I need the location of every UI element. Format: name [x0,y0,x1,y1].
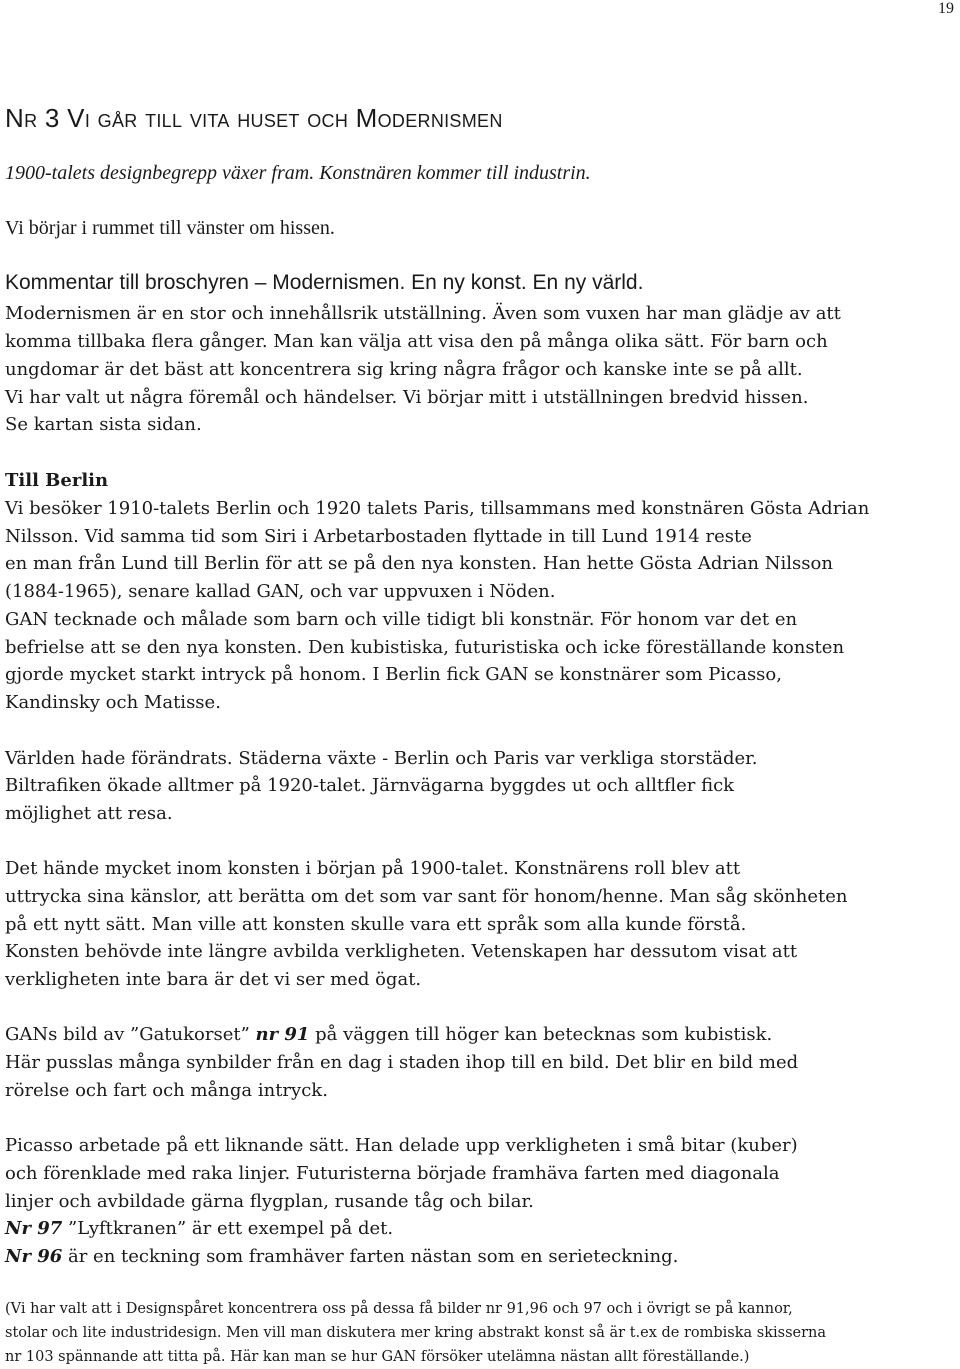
text-line: Vi har valt ut några föremål och händelser. Vi börjar mitt i utställningen bredvid hissen. [5,387,809,408]
text-line: Biltrafiken ökade alltmer på 1920-talet. Järnvägarna byggdes ut och alltfler fick [5,775,735,796]
text-line: Det hände mycket inom konsten i början på 1900-talet. Konstnärens roll blev att [5,858,741,879]
subtitle: 1900-talets designbegrepp växer fram. Konstnären kommer till industrin. [5,162,591,184]
text-line: Modernismen är en stor och innehållsrik utställning. Även som vuxen har man glädje av att [5,303,841,324]
text-line: rörelse och fart och många intryck. [5,1080,328,1101]
text-span: ”Lyftkranen” är ett exempel på det. [62,1218,394,1239]
comment-heading: Kommentar till broschyren – Modernismen. En ny konst. En ny värld. [5,271,644,294]
section-heading-berlin: Till Berlin [5,470,109,491]
artwork-ref-96: Nr 96 [5,1246,63,1267]
text-line: en man från Lund till Berlin för att se på den nya konsten. Han hette Gösta Adrian Nilsson [5,553,833,574]
text-line [5,1243,678,1271]
text-line: Nilsson. Vid samma tid som Siri i Arbetarbostaden flyttade in till Lund 1914 reste [5,526,752,547]
text-line: på ett nytt sätt. Man ville att konsten skulle vara ett språk som alla kunde förstå. [5,914,747,935]
text-line: befrielse att se den nya konsten. Den kubistiska, futuristiska och icke föreställande konsten [5,637,845,658]
text-line: Världen hade förändrats. Städerna växte - Berlin och Paris var verkliga storstäder. [5,748,758,769]
note-line: nr 103 spännande att titta på. Här kan man se hur GAN försöker utelämna nästan allt föreställande.) [5,1349,750,1365]
text-line: uttrycka sina känslor, att berätta om det som var sant för honom/henne. Man såg skönheten [5,886,848,907]
text-line: Vi besöker 1910-talets Berlin och 1920 talets Paris, tillsammans med konstnären Gösta Adrian [5,498,870,519]
note-line: (Vi har valt att i Designspåret koncentrera oss på dessa få bilder nr 91,96 och 97 och i övrigt se på kannor, [5,1301,793,1317]
page-title: Nr 3 Vi går till vita huset och Modernismen [5,103,503,133]
text-line: komma tillbaka flera gånger. Man kan välja att visa den på många olika sätt. För barn och [5,331,828,352]
text-line: gjorde mycket starkt intryck på honom. I Berlin fick GAN se konstnärer som Picasso, [5,664,782,685]
note-line: stolar och lite industridesign. Men vill man diskutera mer kring abstrakt konst så är t.ex de rombiska skisserna [5,1325,827,1341]
page-number: 19 [938,0,954,17]
text-line [5,1021,772,1049]
text-line: möjlighet att resa. [5,803,173,824]
artwork-ref-91: nr 91 [255,1024,310,1045]
artwork-ref-97: Nr 97 [5,1218,63,1239]
text-span: är en teckning som framhäver farten nästan som en serieteckning. [62,1246,679,1267]
text-line: verkligheten inte bara är det vi ser med ögat. [5,969,422,990]
text-line: Här pusslas många synbilder från en dag i staden ihop till en bild. Det blir en bild med [5,1052,799,1073]
text-line: Se kartan sista sidan. [5,414,202,435]
text-span: GANs bild av ”Gatukorset” [5,1024,256,1045]
text-line: ungdomar är det bäst att koncentrera sig kring några frågor och kanske inte se på allt. [5,359,803,380]
text-line: Konsten behövde inte längre avbilda verkligheten. Vetenskapen har dessutom visat att [5,941,798,962]
text-line [5,1215,393,1243]
text-line: linjer och avbildade gärna flygplan, rusande tåg och bilar. [5,1191,534,1212]
text-line: och förenklade med raka linjer. Futuristerna började framhäva farten med diagonala [5,1163,780,1184]
text-line: Picasso arbetade på ett liknande sätt. Han delade upp verkligheten i små bitar (kuber) [5,1135,798,1156]
text-span: på väggen till höger kan betecknas som kubistisk. [309,1024,773,1045]
text-line: GAN tecknade och målade som barn och ville tidigt bli konstnär. För honom var det en [5,609,798,630]
text-line: Kandinsky och Matisse. [5,692,221,713]
text-line: (1884-1965), senare kallad GAN, och var uppvuxen i Nöden. [5,581,556,602]
intro-text: Vi börjar i rummet till vänster om hissen. [5,217,335,239]
